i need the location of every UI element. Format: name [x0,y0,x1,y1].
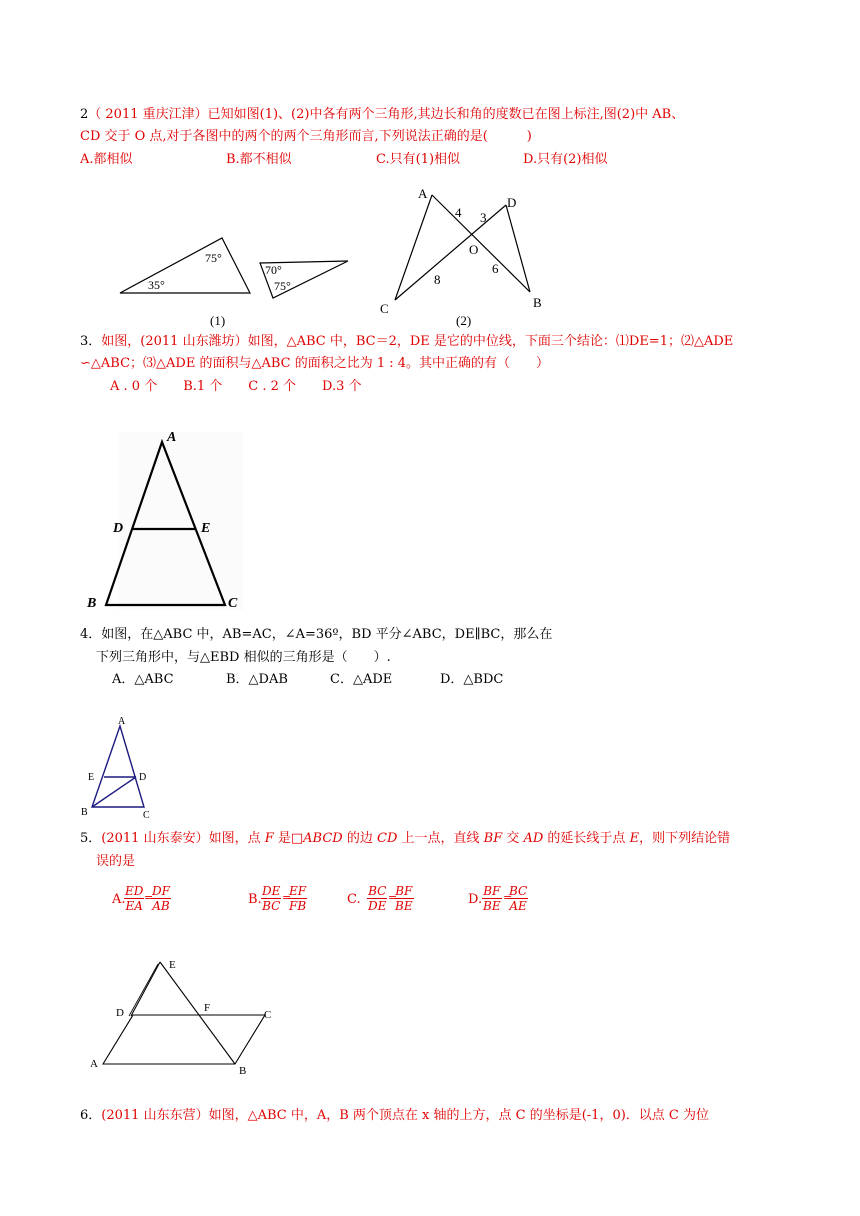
q2-option-c: C.只有(1)相似 [376,152,461,167]
q5-option-a-frac2: $\frac{DF}{AB}$ [152,884,170,913]
q4-text1: 4．如图，在△ABC 中，AB=AC，∠A=36º，BD 平分∠ABC，DE∥BC，那么在 [80,627,553,642]
q2-figure-1 [110,230,360,330]
q5-source: (2011 山东泰安） [101,831,209,846]
q4-option-a: A．△ABC [112,672,174,687]
q3-label-d: D [113,521,124,536]
q2-label-c: C [380,301,389,316]
q4-option-b: B．△DAB [226,672,288,687]
q4-text2: 下列三角形中，与△EBD 相似的三角形是（ ）. [96,650,391,665]
q6-text: 如图，△ABC 中，A，B 两个顶点在 x 轴的上方，点 C 的坐标是(-1，0)．以点 C 为位 [208,1108,710,1123]
q2-text2: CD 交于 O 点,对于各图中的两个的两个三角形而言,下列说法正确的是( ) [80,129,532,144]
q5-option-c-frac2: $\frac{BF}{BE}$ [395,884,413,913]
q3-label-a: A [167,430,177,445]
q2-len-ao: 4 [455,205,462,220]
q2-angle-75a: 75° [205,251,222,265]
q2-label-d: D [507,195,517,210]
q2-angle-75b: 75° [274,279,291,293]
q4-label-a: A [118,716,126,727]
q4-label-e: E [88,772,95,783]
q5-text2: 误的是 [96,854,136,869]
q2-option-a: A.都相似 [80,152,133,167]
q3-text2: ∽△ABC；⑶△ADE 的面积与△ABC 的面积之比为 1 : 4。其中正确的有（ ） [80,356,550,371]
q5-option-d-frac2: $\frac{BC}{AE}$ [509,884,528,913]
q5-option-a-label: A. [112,892,126,907]
q5-option-b-frac1: $\frac{DE}{BC}$ [262,884,281,913]
q5-option-b-frac2: $\frac{EF}{FB}$ [289,884,307,913]
q2-caption-2: (2) [456,313,472,328]
q2-caption-1: (1) [210,313,226,328]
q3-figure [85,425,255,615]
q4-figure [80,712,165,822]
q3-label-e: E [201,521,211,536]
q6-line1: 6．(2011 山东东营）如图，△ABC 中，A，B 两个顶点在 x 轴的上方，点 C 的坐标是(-1，0)．以点 C 为位 [80,1108,710,1123]
q2-label-a: A [418,186,428,201]
q2-figure-2 [370,180,560,330]
q5-option-c-frac1: $\frac{BC}{DE}$ [368,884,387,913]
q5-label-c: C [264,1009,272,1021]
q5-line1: 5．(2011 山东泰安）如图，点 F 是□ABCD 的边 CD 上一点，直线 BF 交 AD 的延长线于点 E，则下列结论错 [80,831,731,846]
q5-figure [85,950,285,1080]
q5-option-c-label: C. [347,892,361,907]
q2-angle-70: 70° [265,263,282,277]
q3-label-c: C [228,596,238,611]
q2-len-od: 3 [480,210,487,225]
q5-label-d: D [116,1007,124,1019]
q5-label-e: E [169,959,176,971]
q2-option-d: D.只有(2)相似 [523,152,608,167]
q3-options: A . 0 个 B.1 个 C . 2 个 D.3 个 [110,379,362,394]
q5-label-f: F [204,1002,211,1014]
q2-line1: 2（ 2011 重庆江津）已知如图(1)、(2)中各有两个三角形,其边长和角的度数已在图上标注,图(2)中 AB、 [80,107,685,122]
q2-len-co: 8 [434,272,441,287]
q2-text1: 已知如图(1)、(2)中各有两个三角形,其边长和角的度数已在图上标注,图(2)中 AB、 [207,107,685,122]
q5-option-d-label: D. [468,892,483,907]
q5-option-a-frac1: $\frac{ED}{EA}$ [125,884,144,913]
q3-line1: 3．如图，(2011 山东潍坊）如图，△ABC 中，BC＝2，DE 是它的中位线，下面三个结论：⑴DE=1；⑵△ADE [80,334,734,349]
q4-label-d: D [139,772,147,783]
q6-source: (2011 山东东营） [101,1108,209,1123]
q2-label-b: B [533,295,542,310]
q2-option-b: B.都不相似 [226,152,292,167]
q5-label-a: A [90,1058,98,1070]
q2-label-o: O [469,242,479,257]
q4-option-d: D．△BDC [440,672,504,687]
q4-label-b: B [81,807,88,818]
q2-source: （ 2011 重庆江津） [88,107,208,122]
q3-label-b: B [87,596,97,611]
q5-label-b: B [239,1065,247,1077]
q3-source: 如图，(2011 山东潍坊） [101,334,248,349]
q4-option-c: C．△ADE [330,672,393,687]
q2-angle-35: 35° [148,278,165,292]
q2-len-ob: 6 [492,261,499,276]
q5-option-d-frac1: $\frac{BF}{BE}$ [483,884,501,913]
q5-option-b-label: B. [248,892,262,907]
q3-text1: 如图，△ABC 中，BC＝2，DE 是它的中位线，下面三个结论：⑴DE=1；⑵△ADE [247,334,734,349]
q4-label-c: C [143,810,150,821]
